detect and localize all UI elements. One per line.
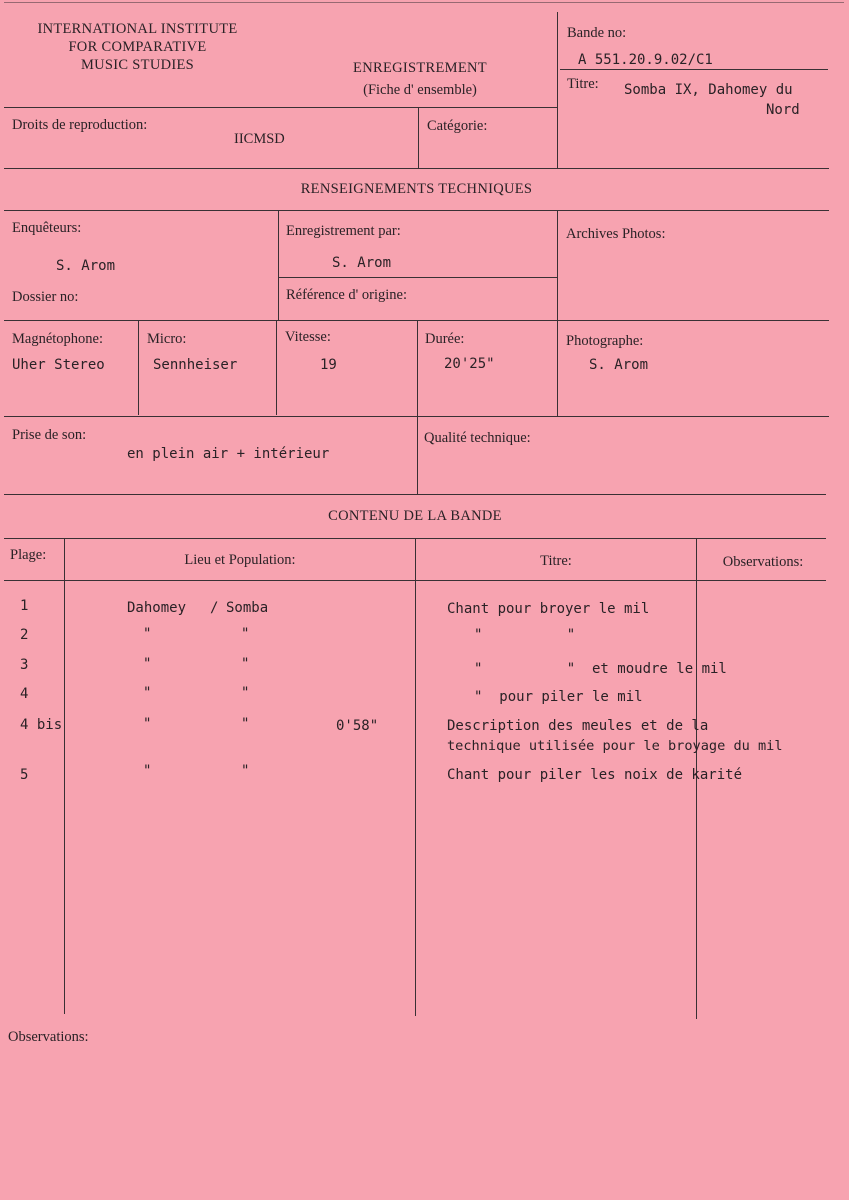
row-4bis-plage: 4 bis [20, 717, 63, 733]
droits-value: IICMSD [234, 131, 285, 147]
enregistrement-par-label: Enregistrement par: [286, 223, 401, 239]
titre-value-line1: Somba IX, Dahomey du [624, 82, 793, 98]
rule-vitesse-left [276, 321, 277, 415]
rule-header-vertical [557, 12, 558, 168]
rule-bande-underline [560, 69, 828, 70]
rule-lieu-right [415, 539, 416, 1016]
observations-label: Observations: [8, 1029, 89, 1045]
form-title: ENREGISTREMENT [353, 60, 487, 76]
row-4bis-duree: 0'58" [336, 718, 379, 734]
contents-section-title: CONTENU DE LA BANDE [328, 508, 502, 524]
col-header-titre: Titre: [540, 553, 572, 569]
titre-value-line2: Nord [766, 102, 800, 118]
rule-rights-bottom [4, 168, 829, 169]
institute-line-3: MUSIC STUDIES [80, 57, 195, 73]
rule-categorie-left [418, 108, 419, 168]
duree-value: 20'25" [444, 356, 495, 372]
row-4bis-titre-line2: technique utilisée pour le broyage du mil [447, 738, 783, 754]
enregistrement-par-value: S. Arom [332, 255, 392, 271]
col-header-observations: Observations: [722, 554, 804, 570]
row-4bis-lieu-b: " [241, 716, 250, 732]
row-4-lieu-a: " [143, 685, 152, 701]
row-5-plage: 5 [20, 767, 29, 783]
reference-label: Référence d' origine: [286, 287, 407, 303]
row-1-sep: / [210, 600, 219, 616]
rule-header-bottom [4, 107, 557, 108]
row-4bis-titre: Description des meules et de la [447, 718, 709, 734]
titre-label: Titre: [567, 76, 599, 92]
magnetophone-value: Uher Stereo [12, 357, 105, 373]
tech-section-title: RENSEIGNEMENTS TECHNIQUES [300, 181, 533, 197]
row-2-titre: " " [474, 627, 576, 643]
categorie-label: Catégorie: [427, 118, 488, 134]
institute-line-2: FOR COMPARATIVE [68, 39, 207, 55]
row-3-plage: 3 [20, 657, 29, 673]
rule-tech-title-bottom [4, 210, 829, 211]
prise-de-son-value: en plein air + intérieur [127, 446, 330, 462]
enqueteurs-label: Enquêteurs: [12, 220, 82, 236]
rule-top [4, 2, 844, 3]
droits-label: Droits de reproduction: [12, 117, 148, 133]
row-2-lieu-b: " [241, 626, 250, 642]
row-1-lieu-b: Somba [226, 600, 269, 616]
qualite-technique-label: Qualité technique: [424, 430, 531, 446]
rule-archives-left [557, 211, 558, 417]
dossier-label: Dossier no: [12, 289, 79, 305]
row-5-titre: Chant pour piler les noix de karité [447, 767, 743, 783]
rule-enreg-par-bottom [279, 277, 557, 278]
micro-label: Micro: [147, 331, 187, 347]
row-4-titre: " pour piler le mil [474, 689, 643, 705]
rule-enq-right [278, 211, 279, 321]
archives-photos-label: Archives Photos: [566, 226, 666, 242]
duree-label: Durée: [425, 331, 465, 347]
form-subtitle: (Fiche d' ensemble) [363, 82, 477, 98]
row-4-lieu-b: " [241, 685, 250, 701]
bande-no-label: Bande no: [567, 25, 627, 41]
magnetophone-label: Magnétophone: [12, 331, 104, 347]
row-3-titre: " " et moudre le mil [474, 661, 727, 677]
rule-plage-right [64, 539, 65, 1014]
institute-line-1: INTERNATIONAL INSTITUTE [37, 21, 238, 37]
rule-micro-left [138, 321, 139, 415]
photographe-label: Photographe: [566, 333, 644, 349]
col-header-plage: Plage: [10, 547, 47, 563]
vitesse-value: 19 [320, 357, 337, 373]
rule-duree-left [417, 321, 418, 495]
bande-no-value: A 551.20.9.02/C1 [578, 52, 713, 68]
col-header-lieu: Lieu et Population: [184, 552, 296, 568]
row-1-lieu-a: Dahomey [127, 600, 187, 616]
photographe-value: S. Arom [589, 357, 649, 373]
row-5-lieu-b: " [241, 763, 250, 779]
vitesse-label: Vitesse: [285, 329, 331, 345]
row-3-lieu-a: " [143, 656, 152, 672]
row-1-plage: 1 [20, 598, 29, 614]
micro-value: Sennheiser [153, 357, 238, 373]
row-5-lieu-a: " [143, 763, 152, 779]
rule-row3-bottom [4, 416, 829, 417]
row-2-lieu-a: " [143, 626, 152, 642]
row-3-lieu-b: " [241, 656, 250, 672]
rule-prise-bottom [4, 494, 826, 495]
row-1-titre: Chant pour broyer le mil [447, 601, 650, 617]
row-4bis-lieu-a: " [143, 716, 152, 732]
prise-de-son-label: Prise de son: [12, 427, 87, 443]
row-4-plage: 4 [20, 686, 29, 702]
enqueteurs-value: S. Arom [56, 258, 116, 274]
row-2-plage: 2 [20, 627, 29, 643]
